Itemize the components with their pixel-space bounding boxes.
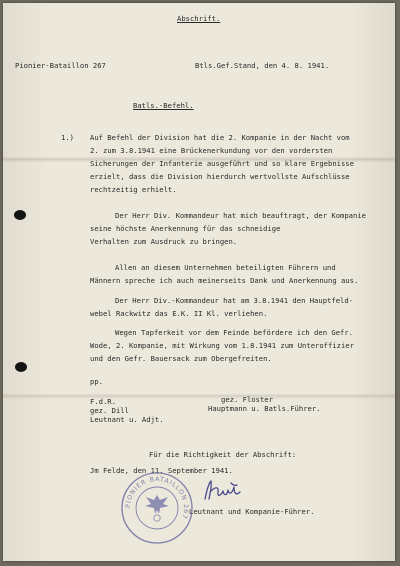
body-line: Wode, 2. Kompanie, mit Wirkung vom 1.8.1941 zum Unteroffizier [90, 341, 354, 350]
certification-signer: Leutnant und Kompanie-Führer. [189, 507, 315, 516]
body-line: Auf Befehl der Division hat die 2. Kompanie in der Nacht vom [90, 133, 350, 142]
signature-left-line: gez. Dill [90, 406, 129, 415]
body-line: Allen an diesem Unternehmen beteiligten Führern und [115, 263, 336, 272]
body-line: 2. zum 3.8.1941 eine Brückenerkundung vor den vordersten [90, 146, 333, 155]
signature-left-line: Leutnant u. Adjt. [90, 415, 164, 424]
paragraph-number: 1.) [61, 133, 74, 142]
handwritten-signature [201, 477, 243, 503]
signature-left-line: F.d.R. [90, 397, 116, 406]
body-line: Männern spreche ich auch meinerseits Dank und Anerkennung aus. [90, 276, 359, 285]
body-line: erzielt, dass die Division hierdurch wertvollste Aufschlüsse [90, 172, 350, 181]
body-line: Wegen Tapferkeit vor dem Feinde befördere ich den Gefr. [115, 328, 353, 337]
certification-date: Jm Felde, den 11. September 1941. [90, 466, 233, 475]
certification-line: Für die Richtigkeit der Abschrift: [149, 450, 297, 459]
body-line: rechtzeitig erhielt. [90, 185, 177, 194]
eagle-emblem-icon [145, 495, 169, 521]
body-line: und den Gefr. Bauersack zum Obergefreiten. [90, 354, 272, 363]
punch-hole [14, 210, 26, 220]
order-title: Batls.-Befehl. [133, 101, 194, 110]
official-stamp [120, 471, 194, 545]
unit-name: Pionier-Bataillon 267 [15, 61, 106, 70]
body-line: Der Herr Div.-Kommandeur hat am 3.8.1941 den Hauptfeld- [115, 296, 353, 305]
document-page [3, 3, 395, 561]
body-line: seine höchste Anerkennung für das schneidige [90, 224, 281, 233]
signature-right-line: gez. Floster [221, 395, 273, 404]
body-line: webel Rackwitz das E.K. II Kl. verliehen. [90, 309, 268, 318]
document-title: Abschrift. [177, 14, 221, 23]
body-line: Der Herr Div. Kommandeur hat mich beauftragt, der Kompanie [115, 211, 366, 220]
signature-right-line: Hauptmann u. Batls.Führer. [208, 404, 321, 413]
body-line: Verhalten zum Ausdruck zu bringen. [90, 237, 238, 246]
punch-hole [15, 362, 27, 372]
body-line: Sicherungen der Infanterie ausgeführt und so klare Ergebnisse [90, 159, 354, 168]
place-date: Btls.Gef.Stand, den 4. 8. 1941. [195, 61, 330, 70]
pp-mark: pp. [90, 377, 103, 386]
stamp-ring-text: PIONIER BATAILLON 267 [124, 475, 190, 521]
